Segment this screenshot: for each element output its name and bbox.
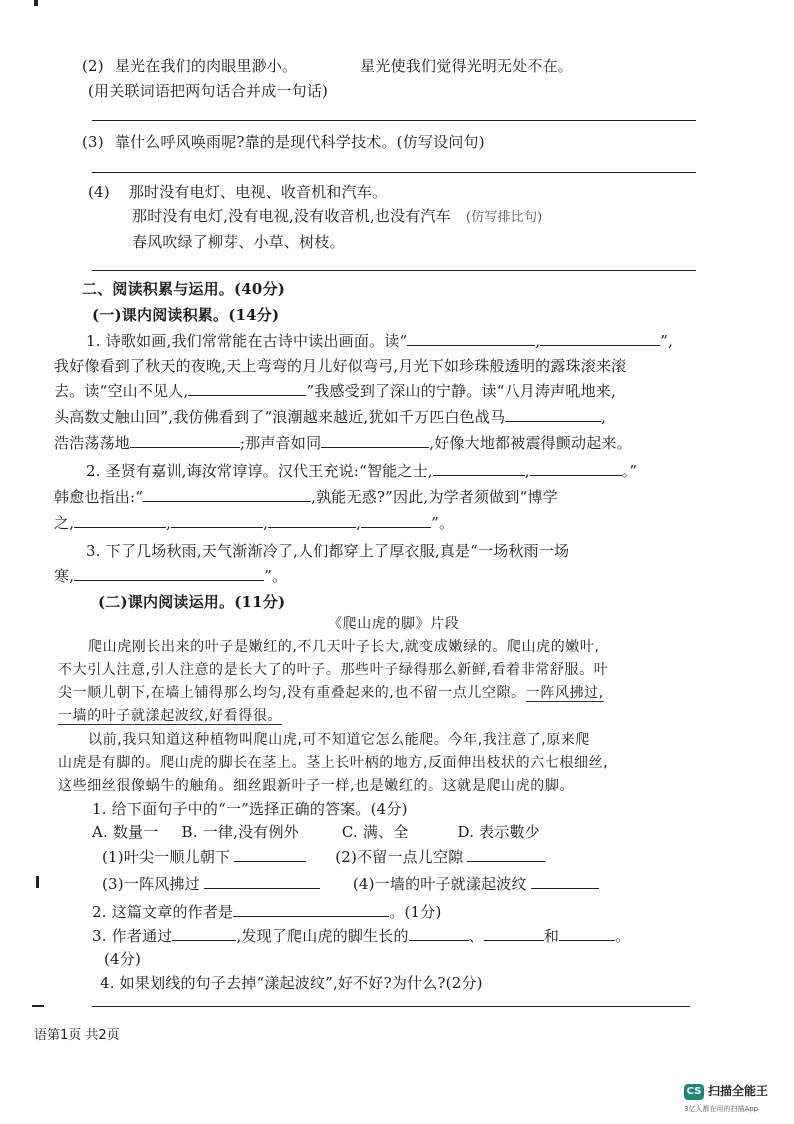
q3-label: (3) [82, 133, 104, 151]
sub3-text-d: 和 [543, 927, 560, 945]
q3-text: 靠什么呼风唤雨呢?靠的是现代科学技术。(仿写设问句) [114, 133, 485, 151]
part2-title: (二)课内阅读运用。(11分) [98, 593, 286, 611]
item3-blank-1[interactable] [74, 566, 264, 581]
item2-text-e: ,孰能无惑?”因此,为学者须做到“博学 [311, 488, 558, 506]
item2-line1 [86, 461, 637, 481]
sub1-s4: (4)一墙的叶子就漾起波纹 [352, 875, 527, 893]
margin-mark [36, 876, 39, 888]
sub2-text-a: 2. 这篇文章的作者是 [92, 903, 234, 921]
sub3-line [92, 926, 630, 946]
passage-p2-l2: 山虎是有脚的。爬山虎的脚长在茎上。茎上长叶柄的地方,反面伸出枝状的六七根细丝, [58, 755, 609, 771]
item1-text-e: ”我感受到了深山的宁静。读“八月涛声吼地来, [306, 382, 616, 400]
q4-note: (仿写排比句) [465, 210, 543, 225]
camscanner-logo-icon: CS [684, 1084, 704, 1100]
item1-text-i: ;那声音如同 [240, 434, 322, 452]
item1-line3 [54, 381, 616, 401]
q2-label: (2) [82, 57, 104, 75]
page-number: 语第1页 共2页 [34, 1028, 120, 1043]
item2-blank-6[interactable] [268, 513, 356, 528]
item2-text-b: , [524, 462, 530, 480]
q4-line3: 春风吹绿了柳芽、小草、树枝。 [132, 233, 345, 251]
passage-p1-l4 [58, 706, 282, 726]
part1-title: (一)课内阅读积累。(14分) [92, 306, 280, 324]
item1-blank-5[interactable] [130, 433, 240, 448]
sub2-text-b: 。(1分) [389, 903, 442, 921]
item2-blank-2[interactable] [530, 461, 622, 476]
sub2-blank[interactable] [233, 902, 389, 917]
passage-p2-l3: 这些细丝很像蜗牛的触角。细丝跟新叶子一样,也是嫩红的。这就是爬山虎的脚。 [58, 778, 575, 794]
q2-text-a: 星光在我们的肉眼里渺小。 [114, 57, 298, 75]
item2-text-c: 。” [621, 462, 638, 480]
sub3-score: (4分) [104, 950, 142, 968]
sub1-options [92, 822, 540, 842]
item2-text-g: , [166, 514, 172, 532]
item2-blank-4[interactable] [74, 513, 166, 528]
item3-text-b: ”。 [264, 567, 288, 585]
item1-text-f: 头高数丈触山回”,我仿佛看到了“浪潮越来越近,犹如千万匹白色战马 [54, 408, 506, 426]
item2-blank-7[interactable] [361, 513, 431, 528]
watermark-brand: 扫描全能王 [708, 1084, 769, 1098]
item1-blank-1[interactable] [407, 331, 535, 346]
sub1-row2 [102, 874, 599, 894]
q4-text-1: 那时没有电灯、电视、收音机和汽车。 [128, 183, 388, 201]
item2-text-d: 韩愈也指出:“ [54, 488, 144, 506]
scan-corner-mark [34, 0, 38, 6]
item2-blank-5[interactable] [171, 513, 263, 528]
item2-line3 [54, 513, 454, 533]
sub3-text-c: 、 [468, 927, 484, 945]
item1-text-g: , [601, 408, 607, 426]
item1-text-j: ,好像大地都被震得颤动起来。 [429, 434, 632, 452]
item3-line2 [54, 566, 287, 586]
item1-blank-4[interactable] [505, 407, 601, 422]
sub3-text-b: ,发现了爬山虎的脚生长的 [236, 927, 409, 945]
passage-p1-l3 [58, 683, 604, 703]
q4-label: (4) [88, 183, 110, 201]
q2-instruction: (用关联词语把两句话合并成一句话) [88, 82, 329, 100]
item1-line1 [86, 331, 673, 351]
sub3-blank-2[interactable] [409, 926, 469, 941]
option-d: D. 表示數少 [457, 823, 540, 841]
item2-text-i: , [356, 514, 362, 532]
sub1-row1 [102, 847, 545, 867]
item1-line5 [54, 433, 632, 453]
item2-blank-1[interactable] [433, 461, 525, 476]
q3-answer-line[interactable] [92, 172, 696, 173]
sub3-text-e: 。 [615, 927, 631, 945]
sub1-s2: (2)不留一点儿空隙 [335, 848, 464, 866]
sub1-blank-1[interactable] [234, 847, 306, 862]
option-c: C. 满、全 [341, 823, 409, 841]
sub3-blank-4[interactable] [559, 926, 615, 941]
item2-text-j: ”。 [431, 514, 455, 532]
item1-text-c: ”, [660, 332, 674, 350]
q4-text-2: 那时没有电灯,没有电视,没有收音机,也没有汽车 [132, 207, 451, 225]
sub1-blank-3[interactable] [204, 874, 320, 889]
item2-text-h: , [263, 514, 269, 532]
sub4-question: 4. 如果划线的句子去掉“漾起波纹”,好不好?为什么?(2分) [100, 974, 483, 992]
option-a: A. 数量一 [92, 823, 159, 841]
sub3-text-a: 3. 作者通过 [92, 927, 173, 945]
item1-blank-6[interactable] [321, 433, 429, 448]
sub1-s3: (3)一阵风拂过 [102, 875, 200, 893]
item2-text-f: 之, [54, 514, 75, 532]
sub1-question: 1. 给下面句子中的“一”选择正确的答案。(4分) [92, 800, 408, 818]
item1-text-h: 浩浩荡荡地 [54, 434, 131, 452]
q2-line [82, 56, 573, 76]
item3-text-a: 寒, [54, 567, 75, 585]
q4-answer-line[interactable] [92, 270, 696, 271]
item1-line4 [54, 407, 606, 427]
q2-answer-line[interactable] [92, 120, 696, 121]
passage-p2-l1: 以前,我只知道这种植物叫爬山虎,可不知道它怎么能爬。今年,我注意了,原来爬 [88, 732, 590, 748]
underlined-sentence-part1: 一阵风拂过, [525, 685, 604, 701]
item1-blank-2[interactable] [540, 331, 660, 346]
item1-text-d: 去。读“空山不见人, [54, 382, 189, 400]
sub4-answer-line[interactable] [92, 1006, 690, 1007]
q2-text-b: 星光使我们觉得光明无处不在。 [360, 57, 574, 75]
sub1-s1: (1)叶尖一顺儿朝下 [102, 848, 231, 866]
left-edge-mark [32, 1005, 44, 1007]
q4-line2 [132, 206, 542, 228]
item1-text-a: 1. 诗歌如画,我们常常能在古诗中读出画面。读“ [86, 332, 408, 350]
passage-p1-l3-text: 尖一顺儿朝下,在墙上铺得那么均匀,没有重叠起来的,也不留一点儿空隙。 [58, 685, 526, 701]
sub1-blank-4[interactable] [531, 874, 599, 889]
item2-text-a: 2. 圣贤有嘉训,诲汝常谆谆。汉代王充说:“智能之士, [86, 462, 433, 480]
passage-p1-l1: 爬山虎刚长出来的叶子是嫩红的,不几天叶子长大,就变成嫩绿的。爬山虎的嫩叶, [88, 639, 600, 655]
q3-line [82, 132, 485, 152]
passage-title: 《爬山虎的脚》片段 [328, 616, 460, 632]
sub3-blank-3[interactable] [484, 926, 544, 941]
option-b: B. 一律,没有例外 [181, 823, 299, 841]
sub3-blank-1[interactable] [172, 926, 236, 941]
q4-line1 [88, 182, 387, 202]
sub2-line [92, 902, 442, 922]
section2-title: 二、阅读积累与运用。(40分) [82, 280, 286, 298]
sub1-blank-2[interactable] [467, 847, 545, 862]
item1-blank-3[interactable] [188, 381, 306, 396]
passage-p1-l2: 不大引人注意,引人注意的是长大了的叶子。那些叶子绿得那么新鲜,看着非常舒服。叶 [58, 662, 609, 678]
underlined-sentence-part2: 一墙的叶子就漾起波纹,好看得很。 [58, 708, 283, 724]
item2-line2 [54, 487, 558, 507]
item2-blank-3[interactable] [143, 487, 311, 502]
item1-line2: 我好像看到了秋天的夜晚,天上弯弯的月儿好似弯弓,月光下如珍珠般透明的露珠滚来滚 [54, 357, 627, 375]
watermark-tagline: 3亿人都在用的扫描App [684, 1105, 759, 1113]
item3-line1: 3. 下了几场秋雨,天气渐渐冷了,人们都穿上了厚衣服,真是“一场秋雨一场 [86, 542, 570, 560]
item1-text-b: , [535, 332, 541, 350]
